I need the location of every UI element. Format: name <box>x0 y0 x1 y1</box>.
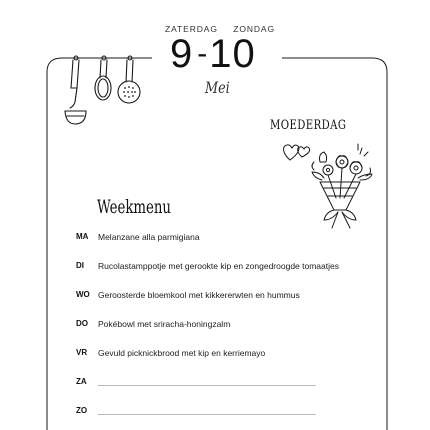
menu-dish: Gevuld picknickbrood met kip en kerriemayo <box>98 348 266 358</box>
menu-day-label: MA <box>76 232 89 241</box>
menu-day-label: DI <box>76 261 84 270</box>
menu-dish: Pokébowl met sriracha-honingzalm <box>98 319 231 329</box>
menu-day-label: ZA <box>76 377 87 386</box>
menu-title: Weekmenu <box>97 196 172 218</box>
date-range <box>170 32 280 76</box>
menu-dish: Rucolastamppotje met gerookte kip en zongedroogde tomaatjes <box>98 261 339 271</box>
flower-bouquet-icon <box>300 140 380 232</box>
kitchen-utensils-icon <box>58 48 168 133</box>
day-name-saturday: ZATERDAG <box>165 24 218 34</box>
menu-day-label: DO <box>76 319 88 328</box>
menu-day-label: ZO <box>76 406 88 415</box>
menu-day-label: WO <box>76 290 90 299</box>
occasion-title: MOEDERDAG <box>270 118 347 133</box>
menu-dish: Geroosterde bloemkool met kikkererwten en hummus <box>98 290 300 300</box>
month-label: Mei <box>205 78 230 97</box>
menu-write-line[interactable] <box>98 414 316 415</box>
menu-write-line[interactable] <box>98 385 316 386</box>
date-separator: - <box>197 37 209 70</box>
day-name-sunday: ZONDAG <box>233 24 275 34</box>
date-end: 10 <box>209 32 256 76</box>
menu-day-label: VR <box>76 348 88 357</box>
menu-dish: Melanzane alla parmigiana <box>98 232 200 242</box>
date-start: 9 <box>170 32 194 76</box>
